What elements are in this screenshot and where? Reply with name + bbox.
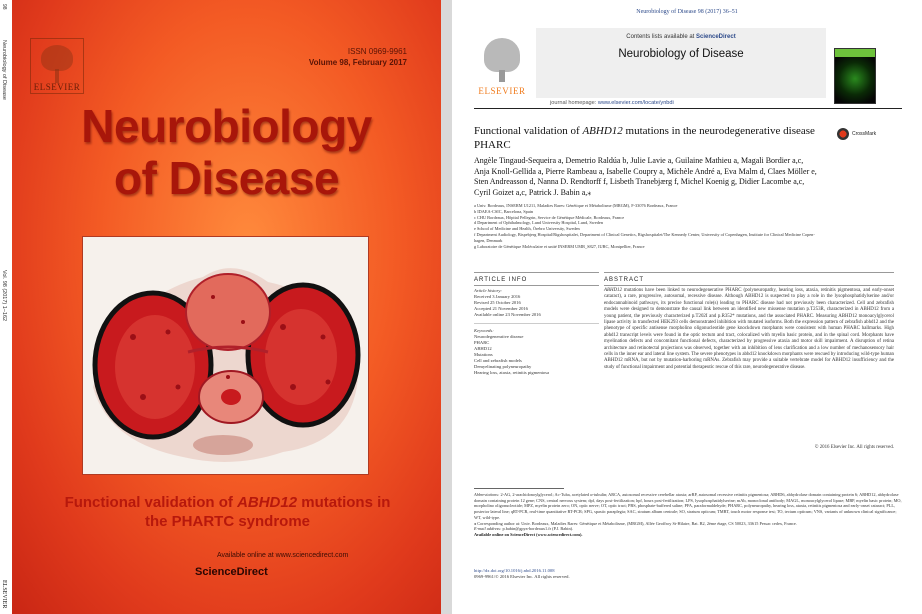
cover-tissue-image — [82, 236, 369, 475]
title-post: mutations in the neurodegenerative disease PHARC — [474, 125, 815, 151]
affiliation: g Laboratoire de Génétique Moléculaire et unité INSERM UMR_S827, IURC, Montpellier, France — [474, 243, 645, 249]
affiliation: e School of Medicine and Health, Örebro University, Sweden — [474, 226, 580, 232]
homepage-link[interactable]: www.elsevier.com/locate/ynbdi — [597, 100, 674, 106]
contents-line — [536, 34, 826, 40]
author-line: Cyril Goizet a,c, Patrick J. Babin a,⁎ — [474, 187, 592, 197]
abbreviations — [474, 492, 902, 521]
info-rule — [474, 272, 599, 273]
info-rule-lower — [474, 285, 599, 286]
copyright-line: © 2016 Elsevier Inc. All rights reserved. — [814, 445, 894, 450]
abstract-rule — [604, 272, 894, 273]
cover-title — [12, 100, 441, 204]
email-label: E-mail address: — [474, 526, 502, 532]
cover-title-line1: Neurobiology — [81, 100, 372, 152]
keyword: Neurodegenerative disease — [474, 334, 524, 339]
spine-page: 98 — [1, 4, 7, 10]
abstract-gene: ABHD12 — [604, 288, 622, 293]
publisher-name: ELSEVIER — [478, 86, 526, 96]
article-title — [474, 124, 854, 152]
keyword: Hearing loss, ataxia, retinitis pigmentosa — [474, 370, 550, 375]
affiliations — [474, 203, 894, 249]
cover-banner-pre: Functional validation of — [64, 494, 238, 511]
cover-publisher: ELSEVIER — [33, 82, 81, 92]
cover-title-line2: of Disease — [113, 152, 340, 204]
footnote-rule — [474, 488, 564, 489]
article-first-page — [452, 0, 922, 614]
crossmark-icon[interactable] — [837, 128, 849, 140]
zebrafish-section-illustration — [83, 237, 368, 474]
keyword: Demyelinating polyneuropathy — [474, 364, 532, 369]
abbr-label: Abbreviations: — [474, 492, 500, 497]
affiliation: d Department of Ophthalmology, Lund University Hospital, Lund, Sweden — [474, 220, 603, 226]
running-head: Neurobiology of Disease 98 (2017) 36–51 — [636, 9, 738, 15]
corresponding-author: ⁎ Corresponding author at: Univ. Bordeaux, Maladies Rares: Génétique et Métabolisme, (MRGM), Allée Geoffroy St-Hilaire, Bat. B2, 2ème étage, CS 50023, 33615 Pessac cedex, France. — [474, 520, 797, 526]
elsevier-logo — [474, 34, 530, 96]
cover-online: Available online at www.sciencedirect.com — [217, 552, 349, 559]
keyword: PHARC — [474, 340, 490, 345]
article-info — [474, 288, 599, 376]
history-item: Revised 25 October 2016 — [474, 300, 521, 305]
history-item: Received 3 January 2016 — [474, 294, 521, 299]
cover-volume: Volume 98, February 2017 — [308, 58, 407, 67]
author-line: Anja Knoll-Gellida a, Pierre Rambeau a, Isabelle Coupry a, Michèle André a, Eva Malm d, Claes Möller e, — [474, 166, 817, 176]
elsevier-tree-icon — [484, 38, 520, 72]
homepage-pre: journal homepage: — [550, 100, 598, 106]
author-line: Angèle Tingaud-Sequeira a, Demetrio Raldúa b, Julie Lavie a, Guilaine Mathieu a, Magali Bordier a,c, — [474, 156, 804, 165]
abbr-text: 2-AG, 2-arachidonoylglycerol; Ac-Tuba, acetylated α-tubulin; ARCA, autosomal recessive cerebellar ataxia; arRP, autosomal recessive retinitis pigmentosa; ABHD6, abhydrolase domain containing protein 6; ABHD12, abhydrolase domain containing protein 12 gene; CNS, central nervous system; dpf, days post-fertilization; hpf, hours post-fertilization; LPS, lysophosphatidylserine; mAb, monoclonal antibody; MAGL, monoacylglycerol lipase; MBP, myelin basic protein; MO, morpholino oligonucleotide; MPZ, myelin protein zero; ON, optic nerve; OT, optic tract; PBS, phosphate-buffered saline; PFA, paraformaldehyde; PHARC, polyneuropathy, hearing loss, ataxia, retinitis pigmentosa and early-onset cataract; PLL, posterior lateral line; qRT-PCR, real-time quantitative RT-PCR; SPG, spastic paraplegia; SAC, stratum album centrale; SO, stratum opticum; TMRT, touch motor response test; TO, tectum opticum; VNS, variants of unknown clinical significance; WT, wild-type. — [474, 492, 902, 520]
spine-logo: ELSEVIER — [1, 579, 7, 608]
keyword: Cell and zebrafish models — [474, 358, 522, 363]
crossmark-label[interactable]: CrossMark — [852, 131, 877, 137]
abstract-rule-lower — [604, 285, 894, 286]
cover-banner-line2: the PHARTC syndrome — [144, 513, 311, 530]
affiliation: b IDAEA-CSIC, Barcelona, Spain — [474, 208, 534, 214]
abstract-body: mutations have been linked to neurodegenerative PHARC (polyneuropathy, hearing loss, ataxia, retinitis pigmentosa, and early-onset cataract), a rare, progressive, autosomal, recessive disease. Although ABHD12 is suspected to play a role in the lysophosphatidylserine and/or endocannabinoid pathways, its precise functional role(s) leading to PHARC disease had not previously been characterized. Cell and zebrafish models were designed to demonstrate the causal link between an identified new missense mutation p.T253R, characterized in ABHD12 from a young patient, the previously characterized p.T202I and p.R352* mutations, and the associated PHARC. Measuring ABHD12 monoacylglycerol lipase activity in transfected HEK293 cells demonstrated inhibition with mutated isoforms. Both the expression pattern of zebrafish abhd12 and the phenotype of specific antisense morpholino oligonucleotide gene knockdown morphants were consistent with human PHARC hallmarks. High abhd12 transcript levels were found in the optic tectum and tract, colocalized with myelin basic protein, and in the spinal cord. Morphants have myelination defects and concomitant functional defects, characterized by progressive ataxia and motor skill impairment. A disruption of retina architecture and retinotectal projections was observed, together with an inhibition of lens clarification and a low number of mechanosensory hair cells in the inner ear and lateral line system. The severe phenotypes in abhd12 knockdown morphants were rescued by introducing wild-type human ABHD12 mRNA, but not by mutation-harboring mRNAs. Zebrafish may provide a suitable vertebrate model for ABHD12 insufficiency and the study of functional impairment and potential therapeutic rescue of this rare, neurodegenerative disease. — [604, 288, 894, 370]
history-label: Article history: — [474, 288, 502, 293]
journal-cover — [12, 0, 441, 614]
journal-banner — [536, 28, 826, 98]
affiliation: hagen, Denmark — [474, 237, 503, 243]
history-item: Available online 23 November 2016 — [474, 312, 541, 317]
cover-banner-mid: mutations in — [297, 494, 391, 511]
spine-title: Neurobiology of Disease — [1, 40, 7, 100]
abstract-heading: ABSTRACT — [604, 277, 645, 283]
author-list — [474, 156, 894, 198]
doi-block — [474, 568, 774, 580]
affiliation: c CHU Bordeaux, Hôpital Pellegrin, Service de Génétique Médicale, Bordeaux, France — [474, 214, 625, 220]
journal-cover-thumbnail — [834, 48, 876, 104]
author-line: Sten Andreasson d, Nanna D. Rendtorff f, Lisbeth Tranebjærg f, Michel Koenig g, Didier Lacombe a,c, — [474, 177, 805, 187]
cover-banner-gene: ABHD12 — [237, 494, 298, 511]
journal-header — [474, 24, 894, 104]
available-online: Available online on ScienceDirect (www.sciencedirect.com). — [474, 531, 583, 537]
keyword: ABHD12 — [474, 346, 492, 351]
sciencedirect-link[interactable]: ScienceDirect — [696, 34, 736, 40]
title-gene: ABHD12 — [582, 125, 623, 137]
cover-issn: ISSN 0969-9961 — [347, 47, 407, 56]
contents-pre: Contents lists available at — [626, 34, 696, 40]
abstract-text — [604, 288, 894, 371]
header-rule — [474, 108, 902, 109]
affiliation: f Department Audiology, Bispebjerg Hospital/Rigshospitalet, Department of Clinical Genetics, Rigshospitalet/The Kennedy Center, University of Copenhagen, Institute for Clinical Medicine Copen- — [474, 231, 815, 237]
journal-homepage — [550, 100, 674, 106]
rights-line: 0969-9961/© 2016 Elsevier Inc. All rights reserved. — [474, 574, 570, 579]
keywords-label: Keywords: — [474, 328, 494, 333]
keyword: Mutations — [474, 352, 493, 357]
email-address[interactable]: p.babin@gpya-bordeaux1.fr (P.J. Babin). — [501, 526, 574, 532]
cover-sciencedirect: ScienceDirect — [195, 566, 268, 578]
history-item: Accepted 21 November 2016 — [474, 306, 528, 311]
affiliation: a Univ. Bordeaux, INSERM U1211, Maladies Rares: Génétique et Métabolisme (MRGM), F-33076 Bordeaux, France — [474, 203, 678, 208]
doi-link[interactable]: http://dx.doi.org/10.1016/j.nbd.2016.11.008 — [474, 568, 555, 573]
spine-volume: Vol. 98 (2017) 1–162 — [1, 270, 7, 322]
title-pre: Functional validation of — [474, 125, 583, 137]
article-info-heading: ARTICLE INFO — [474, 277, 528, 283]
cover-banner — [30, 493, 425, 531]
journal-name: Neurobiology of Disease — [618, 48, 744, 60]
footnotes — [474, 492, 902, 538]
